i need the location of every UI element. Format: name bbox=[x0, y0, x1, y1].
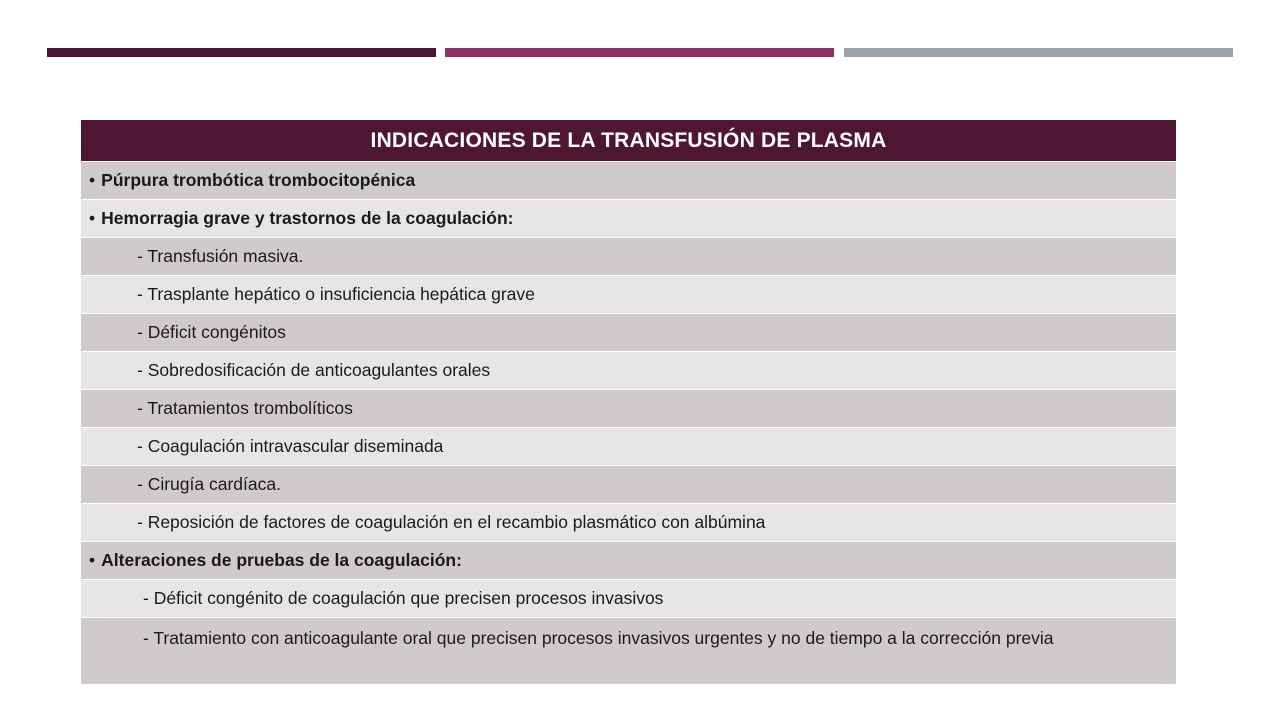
row-text: - Cirugía cardíaca. bbox=[137, 474, 281, 494]
table-row bbox=[81, 313, 1176, 351]
bullet-icon: • bbox=[89, 170, 96, 190]
row-text: Púrpura trombótica trombocitopénica bbox=[101, 170, 416, 190]
row-text: - Reposición de factores de coagulación en el recambio plasmático con albúmina bbox=[137, 512, 766, 532]
row-text: - Déficit congénitos bbox=[137, 322, 286, 342]
table-row bbox=[81, 161, 1176, 199]
decorative-bar-dark bbox=[47, 48, 436, 57]
bullet-icon: • bbox=[89, 208, 96, 228]
row-text: Alteraciones de pruebas de la coagulación: bbox=[101, 550, 462, 570]
row-text: - Coagulación intravascular diseminada bbox=[137, 436, 444, 456]
row-text: - Tratamiento con anticoagulante oral que precisen procesos invasivos urgentes y no de tiempo a la corrección previa bbox=[143, 628, 1054, 648]
table-row bbox=[81, 579, 1176, 617]
table-title: INDICACIONES DE LA TRANSFUSIÓN DE PLASMA bbox=[81, 120, 1176, 161]
bullet-icon: • bbox=[89, 550, 96, 570]
table-row bbox=[81, 199, 1176, 237]
row-text: - Déficit congénito de coagulación que precisen procesos invasivos bbox=[143, 588, 664, 608]
row-text: - Tratamientos trombolíticos bbox=[137, 398, 353, 418]
table-row bbox=[81, 465, 1176, 503]
row-text: - Transfusión masiva. bbox=[137, 246, 304, 266]
table-row bbox=[81, 427, 1176, 465]
table-row bbox=[81, 351, 1176, 389]
table-row bbox=[81, 275, 1176, 313]
row-text: - Sobredosificación de anticoagulantes orales bbox=[137, 360, 491, 380]
table-row bbox=[81, 617, 1176, 684]
row-text: Hemorragia grave y trastornos de la coagulación: bbox=[101, 208, 514, 228]
decorative-bar-gray bbox=[844, 48, 1233, 57]
indications-table bbox=[81, 120, 1176, 684]
table-row bbox=[81, 503, 1176, 541]
decorative-bar-magenta bbox=[445, 48, 834, 57]
table-row bbox=[81, 389, 1176, 427]
table-row bbox=[81, 237, 1176, 275]
table-row bbox=[81, 541, 1176, 579]
row-text: - Trasplante hepático o insuficiencia hepática grave bbox=[137, 284, 535, 304]
